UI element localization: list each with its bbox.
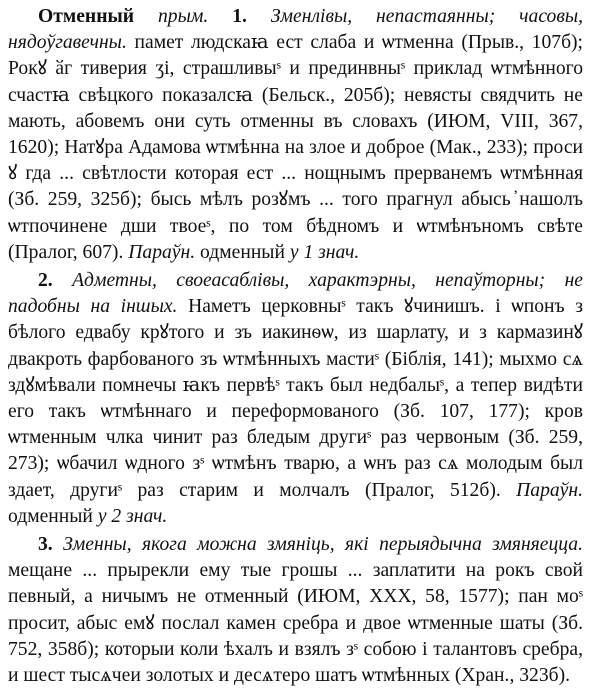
usage-tail: у 2 знач. [97, 505, 168, 527]
sense-1-paragraph [8, 4, 583, 266]
usage-label: Параўн. [128, 241, 196, 263]
sense-2-paragraph [8, 268, 583, 530]
usage-text: одменный [200, 241, 285, 263]
usage-label: Параўн. [516, 479, 583, 501]
headword: Отменный [38, 6, 135, 27]
usage-tail: у 1 знач. [289, 241, 360, 263]
sense-definition: Зменлівы, непастаянны; часовы, нядоўгавечны. [8, 6, 583, 54]
sense-3-paragraph [8, 532, 583, 689]
sense-definition: Зменны, якога можна змяніць, які перыядычна змяняецца. [63, 534, 583, 556]
part-of-speech: прым. [158, 6, 209, 27]
sense-quotations: Наметъ церковныˢ такъ ꙋчинишъ. і ѡпонъ з бѣлого едвабу крꙋтого и зъ иакинѳѡ, из шарлату, и з кармазинꙋ двакроть фарбованого зъ ѡтмѣнныхъ мастиˢ (Біблія, 141); мыхмо сѧ здꙋмѣвали помнечы ꙗкъ первѣˢ такъ был недбалыˢ, а тепер видѣти его такъ ѡтмѣннаго и переформованого (Зб. 107, 177); кров ѡтменным члка чинит раз бледым другиˢ раз червоным (Зб. 259, 273); ѡбачил ѡдного зˢ ѡтмѣнъ тварю, а ѡнъ раз сѧ молодым был здает, другиˢ раз старим и молчалъ (Пралог, 512б). [8, 296, 584, 501]
sense-definition: Адметны, своеасаблівы, характэрны, непаўторны; не падобны на іншых. [8, 270, 583, 318]
sense-number: 3. [38, 534, 53, 556]
sense-number: 1. [232, 6, 247, 27]
sense-number: 2. [38, 270, 53, 292]
sense-quotations: памет людскаꙗ ест слаба и ѡтменна (Прыв., 107б); Рокꙋ ӑг тиверия ӡі, страшливыˢ и прединвныˢ приклад ѡтмѣнного счастꙗ свѣцкого показалсꙗ (Бельск., 205б); невясты свядчить не мають, абовемъ они суть отменны въ словахъ (ИЮМ, VIII, 367, 1620); Натꙋра Адамова ѡтмѣнна на злое и доброе (Мак., 233); проси ꙋ гда ... свѣтлости которая ест ... нощнымъ прерванемъ ѡтмѣнная (Зб. 259, 325б); бысь мѣлъ розꙋмъ ... того прагнул абысь ҆нашолъ ѡтпочинене дши твоеˢ, по том бѣдномъ и ѡтмѣнъномъ свѣте (Пралог, 607). [8, 32, 584, 263]
usage-text: одменный [8, 505, 93, 527]
sense-quotations: мещане ... прырекли ему тые грошы ... заплатити на рокъ свой певный, а ничымъ не отменный (ИЮМ, XXX, 58, 1577); пан моˢ просит, абыс емꙋ послал камен сребра и двое ѡтменные шаты (Зб. 752, 358б); которыи коли ѣхалъ и взялъ зˢ собою і талантовъ сребра, и шест тысѧчеи золотых и десѧтеро шатъ ѡтмѣнных (Хран., 323б). [8, 560, 583, 687]
